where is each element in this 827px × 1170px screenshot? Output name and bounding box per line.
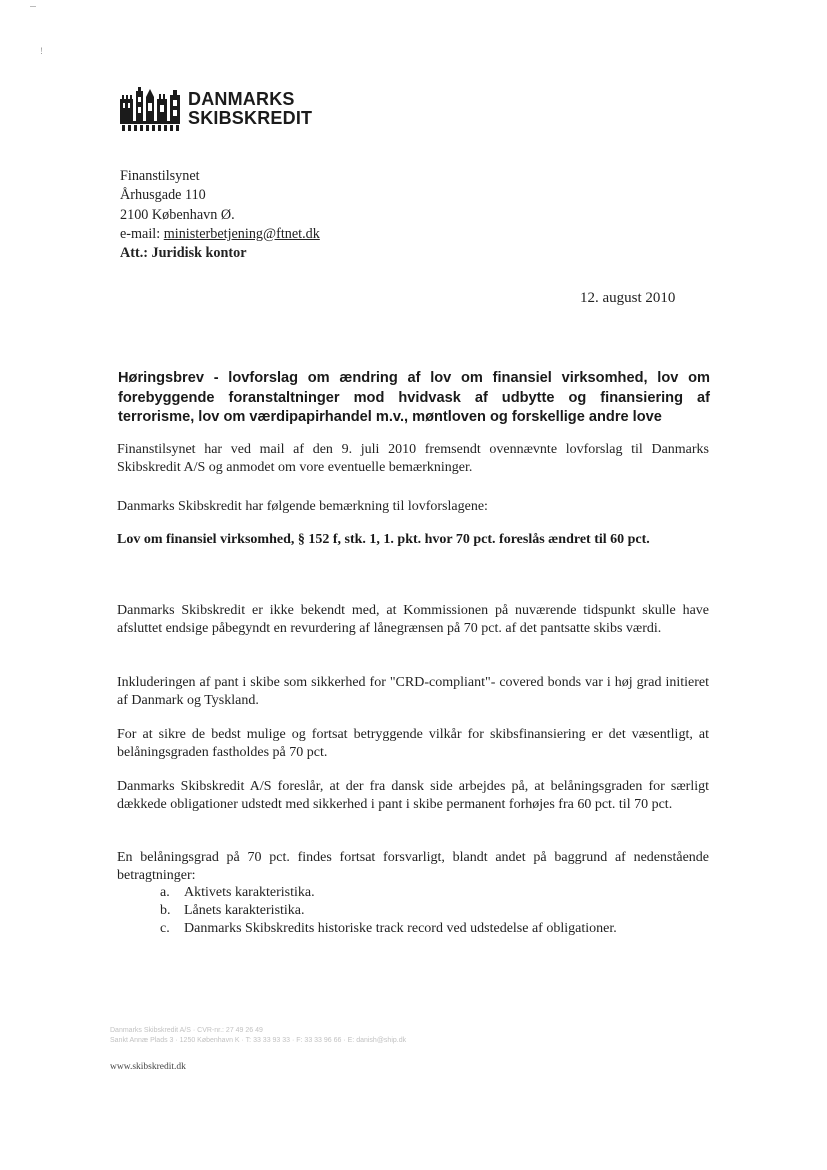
body-paragraph-4: Inkluderingen af pant i skibe som sikkerhed for "CRD-compliant"- covered bonds var i høj grad initieret af Danmark og Tyskland. xyxy=(117,675,709,708)
email-link[interactable]: ministerbetjening@ftnet.dk xyxy=(163,225,320,242)
list-item xyxy=(160,920,617,938)
company-logo xyxy=(118,85,312,133)
list-item xyxy=(160,884,617,902)
recipient-name: Finanstilsynet xyxy=(120,168,200,184)
city-skyline-logo-icon xyxy=(118,85,182,133)
body-paragraph-6: Danmarks Skibskredit A/S foreslår, at der fra dansk side arbejdes på, at belåningsgraden for særligt dækkede obligationer udstedt med sikkerhed i pant i skibe permanent forhøjes fra 60 pct. til 70 pct. xyxy=(117,779,709,812)
recipient-email-line xyxy=(120,225,320,244)
page-edge-mark xyxy=(30,6,36,7)
recipient-street: Århusgade 110 xyxy=(120,187,206,204)
list-item-letter: b. xyxy=(160,903,171,918)
section-subheading: Lov om finansiel virksomhed, § 152 f, stk. 1, 1. pkt. hvor 70 pct. foreslås ændret til 60 pct. xyxy=(117,532,650,547)
body-paragraph-1: Finanstilsynet har ved mail af den 9. juli 2010 fremsendt ovennævnte lovforslag til Danmarks Skibskredit A/S og anmodet om vore eventuelle bemærkninger. xyxy=(117,442,709,475)
footer-line-1: Danmarks Skibskredit A/S · CVR-nr.: 27 49 26 49 xyxy=(110,1027,263,1034)
considerations-list xyxy=(160,884,617,938)
letter-heading: Høringsbrev - lovforslag om ændring af lov om finansiel virksomhed, lov om forebyggende foranstaltninger mod hvidvask af udbytte og finansiering af terrorisme, lov om værdipapirhandel m.v., møntloven og forskellige andre love xyxy=(118,370,710,425)
list-item-text: Danmarks Skibskredits historiske track record ved udstedelse af obligationer. xyxy=(184,921,617,936)
list-item xyxy=(160,902,617,920)
list-item-text: Aktivets karakteristika. xyxy=(184,885,315,900)
list-item-letter: a. xyxy=(160,885,170,900)
list-item-letter: c. xyxy=(160,921,170,936)
body-paragraph-3: Danmarks Skibskredit er ikke bekendt med, at Kommissionen på nuværende tidspunkt skulle have afsluttet endsige påbegyndt en revurdering af lånegrænsen på 70 pct. af det pantsatte skibs værdi. xyxy=(117,603,709,636)
body-paragraph-5: For at sikre de bedst mulige og fortsat betryggende vilkår for skibsfinansiering er det væsentligt, at belåningsgraden fastholdes på 70 pct. xyxy=(117,727,709,760)
footer-website-link[interactable]: www.skibskredit.dk xyxy=(110,1062,186,1072)
body-paragraph-7: En belåningsgrad på 70 pct. findes fortsat forsvarligt, blandt andet på baggrund af nedenstående betragtninger: xyxy=(117,850,709,883)
letter-date: 12. august 2010 xyxy=(580,290,676,306)
recipient-city: 2100 København Ø. xyxy=(120,206,235,223)
attention-line: Att.: Juridisk kontor xyxy=(120,245,247,262)
logo-text-line1: DANMARKS xyxy=(188,89,295,109)
body-paragraph-2: Danmarks Skibskredit har følgende bemærkning til lovforslagene: xyxy=(117,499,488,514)
email-label: e-mail: xyxy=(120,225,164,242)
list-item-text: Lånets karakteristika. xyxy=(184,903,305,918)
recipient-address xyxy=(120,167,320,263)
footer-line-2: Sankt Annæ Plads 3 · 1250 København K · T: 33 33 93 33 · F: 33 33 96 66 · E: danish@ship.dk xyxy=(110,1037,407,1044)
logo-wordmark xyxy=(188,90,312,128)
punch-hole-mark: ! xyxy=(40,46,43,56)
logo-text-line2: SKIBSKREDIT xyxy=(188,108,313,128)
footer-company-info xyxy=(110,1026,406,1046)
